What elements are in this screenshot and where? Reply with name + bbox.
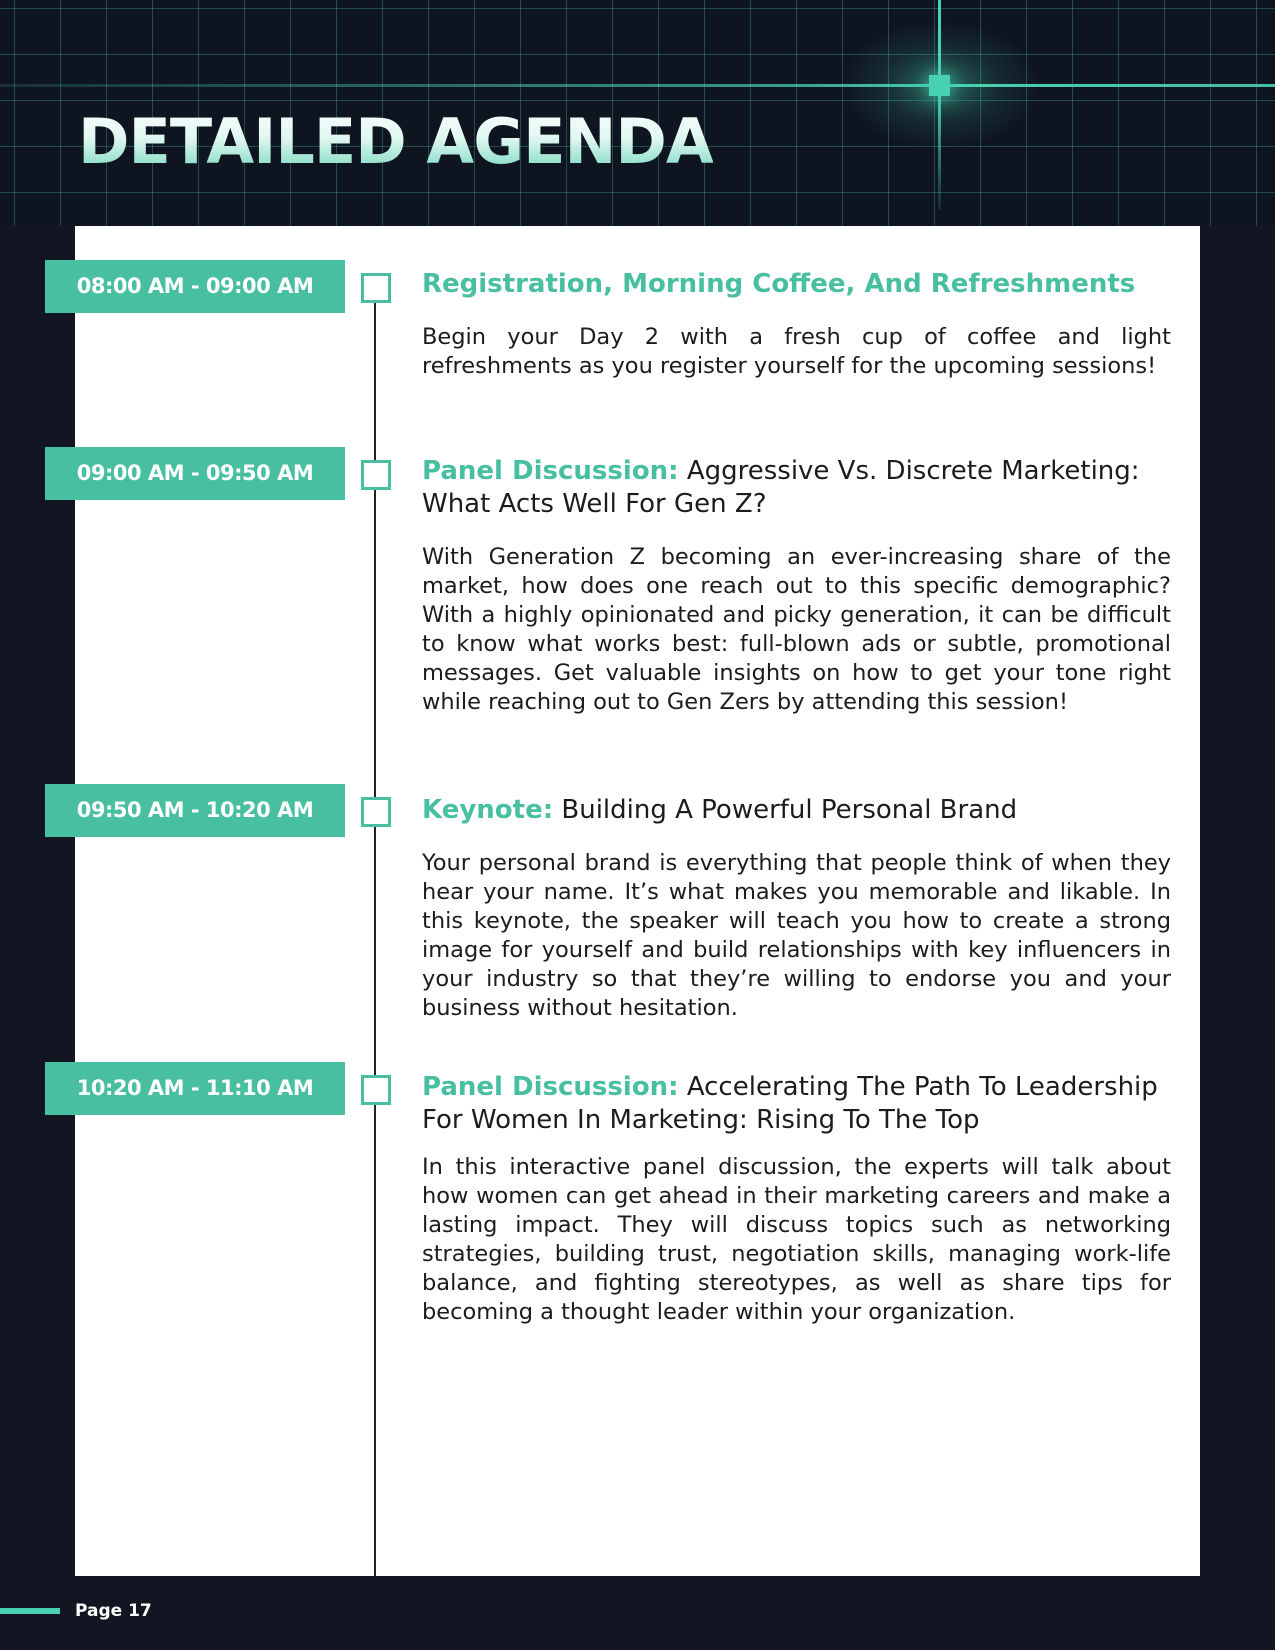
accent-line-horizontal (0, 84, 1275, 87)
timeline-marker-4 (361, 1075, 391, 1105)
page-title: DETAILED AGENDA (78, 102, 713, 182)
timeline-marker-2 (361, 460, 391, 490)
session-topic: Accelerating The Path To Leadership For Women In Marketing: Rising To The Top (422, 1072, 1158, 1135)
accent-node-square (929, 75, 950, 96)
session-1 (422, 268, 1171, 381)
session-type-label: Panel Discussion: (422, 1072, 679, 1102)
time-badge-session-1: 08:00 AM - 09:00 AM (45, 260, 345, 313)
time-badge-session-3: 09:50 AM - 10:20 AM (45, 784, 345, 837)
session-topic: Building A Powerful Personal Brand (561, 795, 1018, 825)
footer-accent-bar (0, 1608, 60, 1614)
time-badge-session-4: 10:20 AM - 11:10 AM (45, 1062, 345, 1115)
session-title (422, 1071, 1171, 1137)
session-type-label: Panel Discussion: (422, 456, 679, 486)
page-number: Page 17 (75, 1601, 152, 1621)
time-badge-session-2: 09:00 AM - 09:50 AM (45, 447, 345, 500)
header-banner (0, 0, 1275, 226)
session-title (422, 794, 1171, 827)
session-topic: Aggressive Vs. Discrete Marketing: What Acts Well For Gen Z? (422, 456, 1140, 519)
session-type-label: Keynote: (422, 795, 554, 825)
session-2 (422, 455, 1171, 717)
session-description: In this interactive panel discussion, the experts will talk about how women can get ahead in their marketing careers and make a lasting impact. They will discuss topics such as networking strategies, building trust, negotiation skills, managing work-life balance, and fighting stereotypes, as well as share tips for becoming a thought leader within your organization. (422, 1154, 1171, 1325)
session-description: Your personal brand is everything that people think of when they hear your name. It’s what makes you memorable and likable. In this keynote, the speaker will teach you how to create a strong image for yourself and build relationships with key influencers in your industry so that they’re willing to endorse you and your business without hesitation. (422, 850, 1171, 1021)
session-title (422, 455, 1171, 521)
session-3 (422, 794, 1171, 1023)
session-4 (422, 1071, 1171, 1327)
accent-line-vertical (938, 0, 941, 210)
timeline-marker-3 (361, 797, 391, 827)
timeline-marker-1 (361, 273, 391, 303)
session-description: With Generation Z becoming an ever-increasing share of the market, how does one reach out to this specific demographic? With a highly opinionated and picky generation, it can be difficult to know what works best: full-blown ads or subtle, promotional messages. Get valuable insights on how to get your tone right while reaching out to Gen Zers by attending this session! (422, 544, 1171, 715)
session-title: Registration, Morning Coffee, And Refreshments (422, 269, 1136, 299)
session-description: Begin your Day 2 with a fresh cup of coffee and light refreshments as you register yourself for the upcoming sessions! (422, 324, 1171, 379)
